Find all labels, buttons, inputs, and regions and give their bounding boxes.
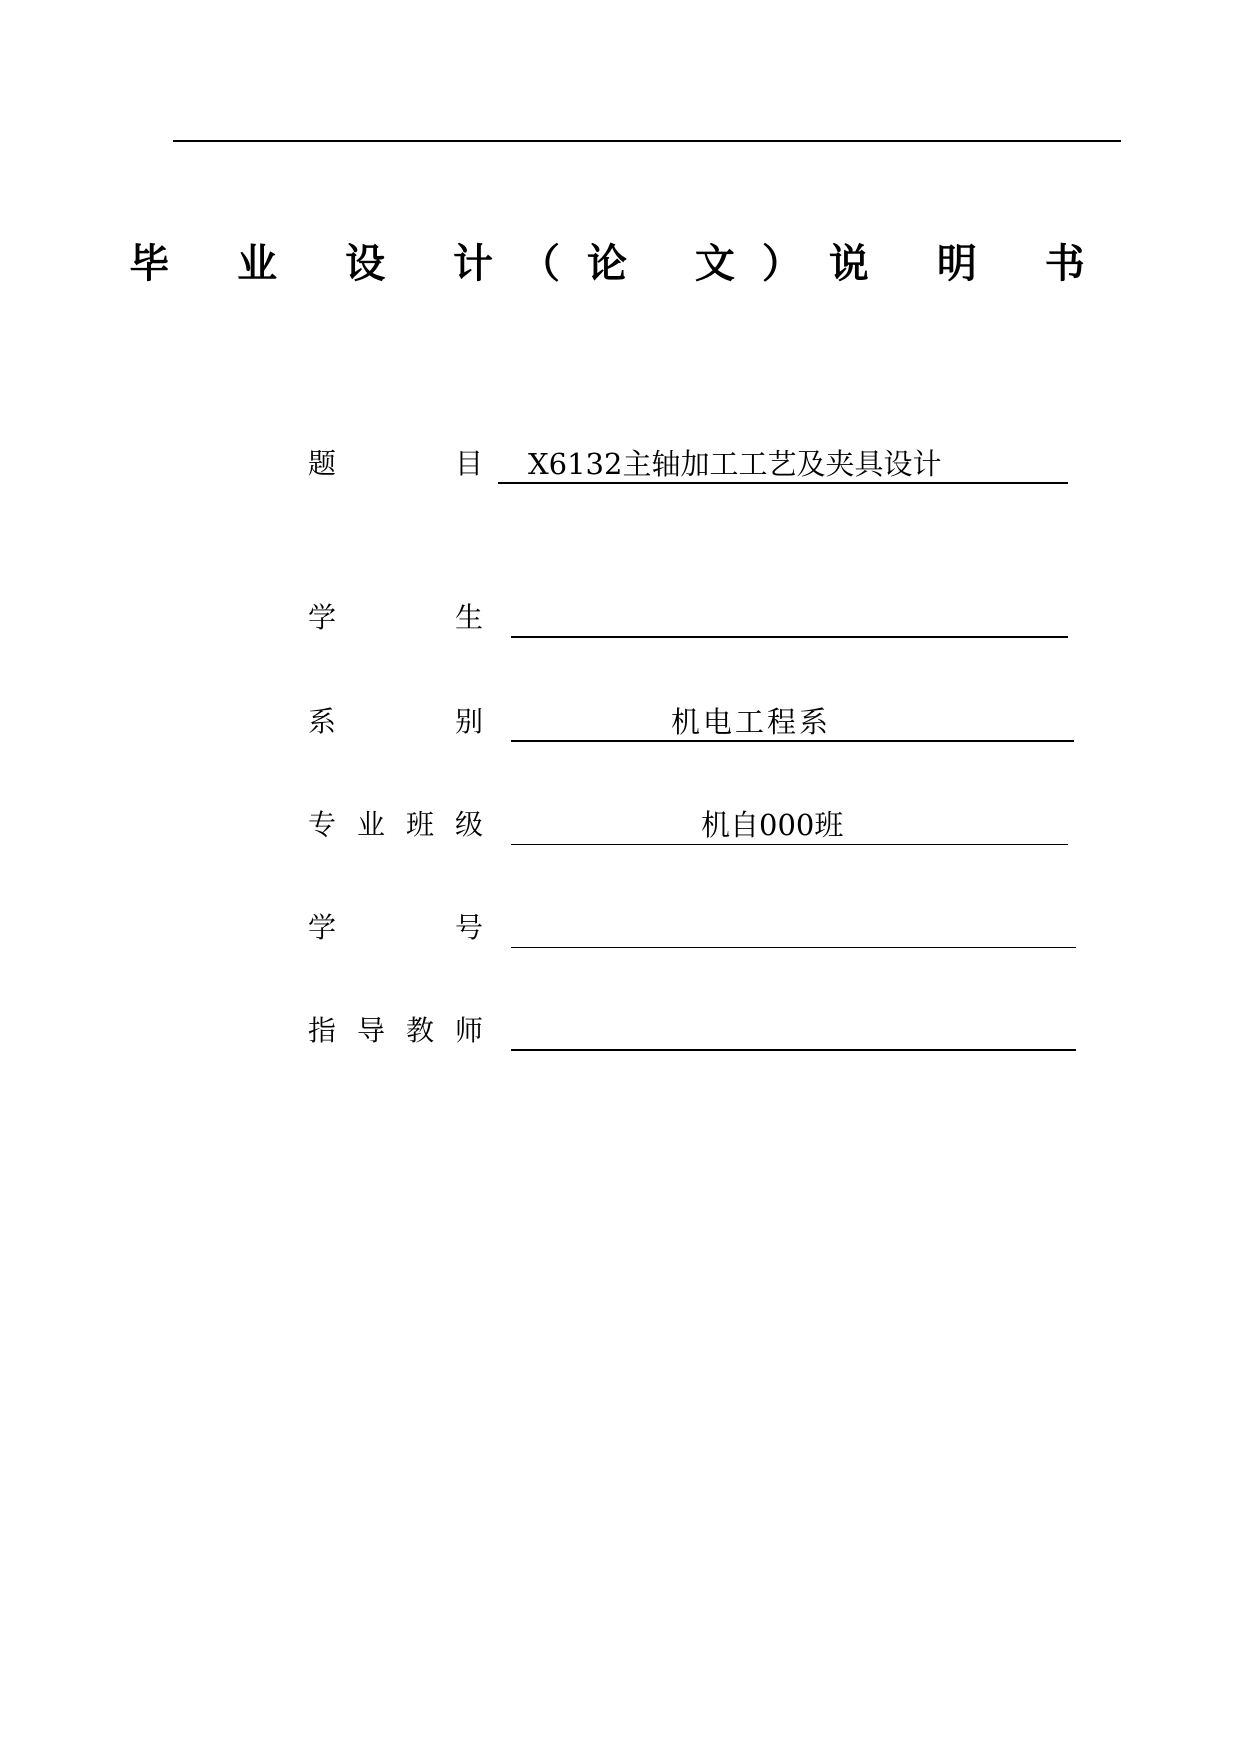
field-value-student-id: [511, 908, 1076, 948]
field-value-class: 机自000班: [511, 805, 1068, 845]
field-value-student: [511, 598, 1068, 638]
field-value-advisor: [511, 1011, 1076, 1051]
field-value-topic: X6132主轴加工工艺及夹具设计: [498, 444, 1068, 484]
document-title: 毕 业 设 计（论 文）说 明 书: [129, 240, 1112, 287]
field-label-topic: 题 目: [308, 447, 483, 480]
field-label-student: 学 生: [308, 601, 483, 634]
field-label-department: 系 别: [308, 705, 483, 738]
header-rule: [173, 140, 1121, 142]
field-label-advisor: 指 导 教 师: [308, 1014, 483, 1047]
field-label-class: 专 业 班 级: [308, 808, 483, 841]
field-label-student-id: 学 号: [308, 911, 483, 944]
field-value-department: 机电工程系: [511, 702, 1074, 742]
